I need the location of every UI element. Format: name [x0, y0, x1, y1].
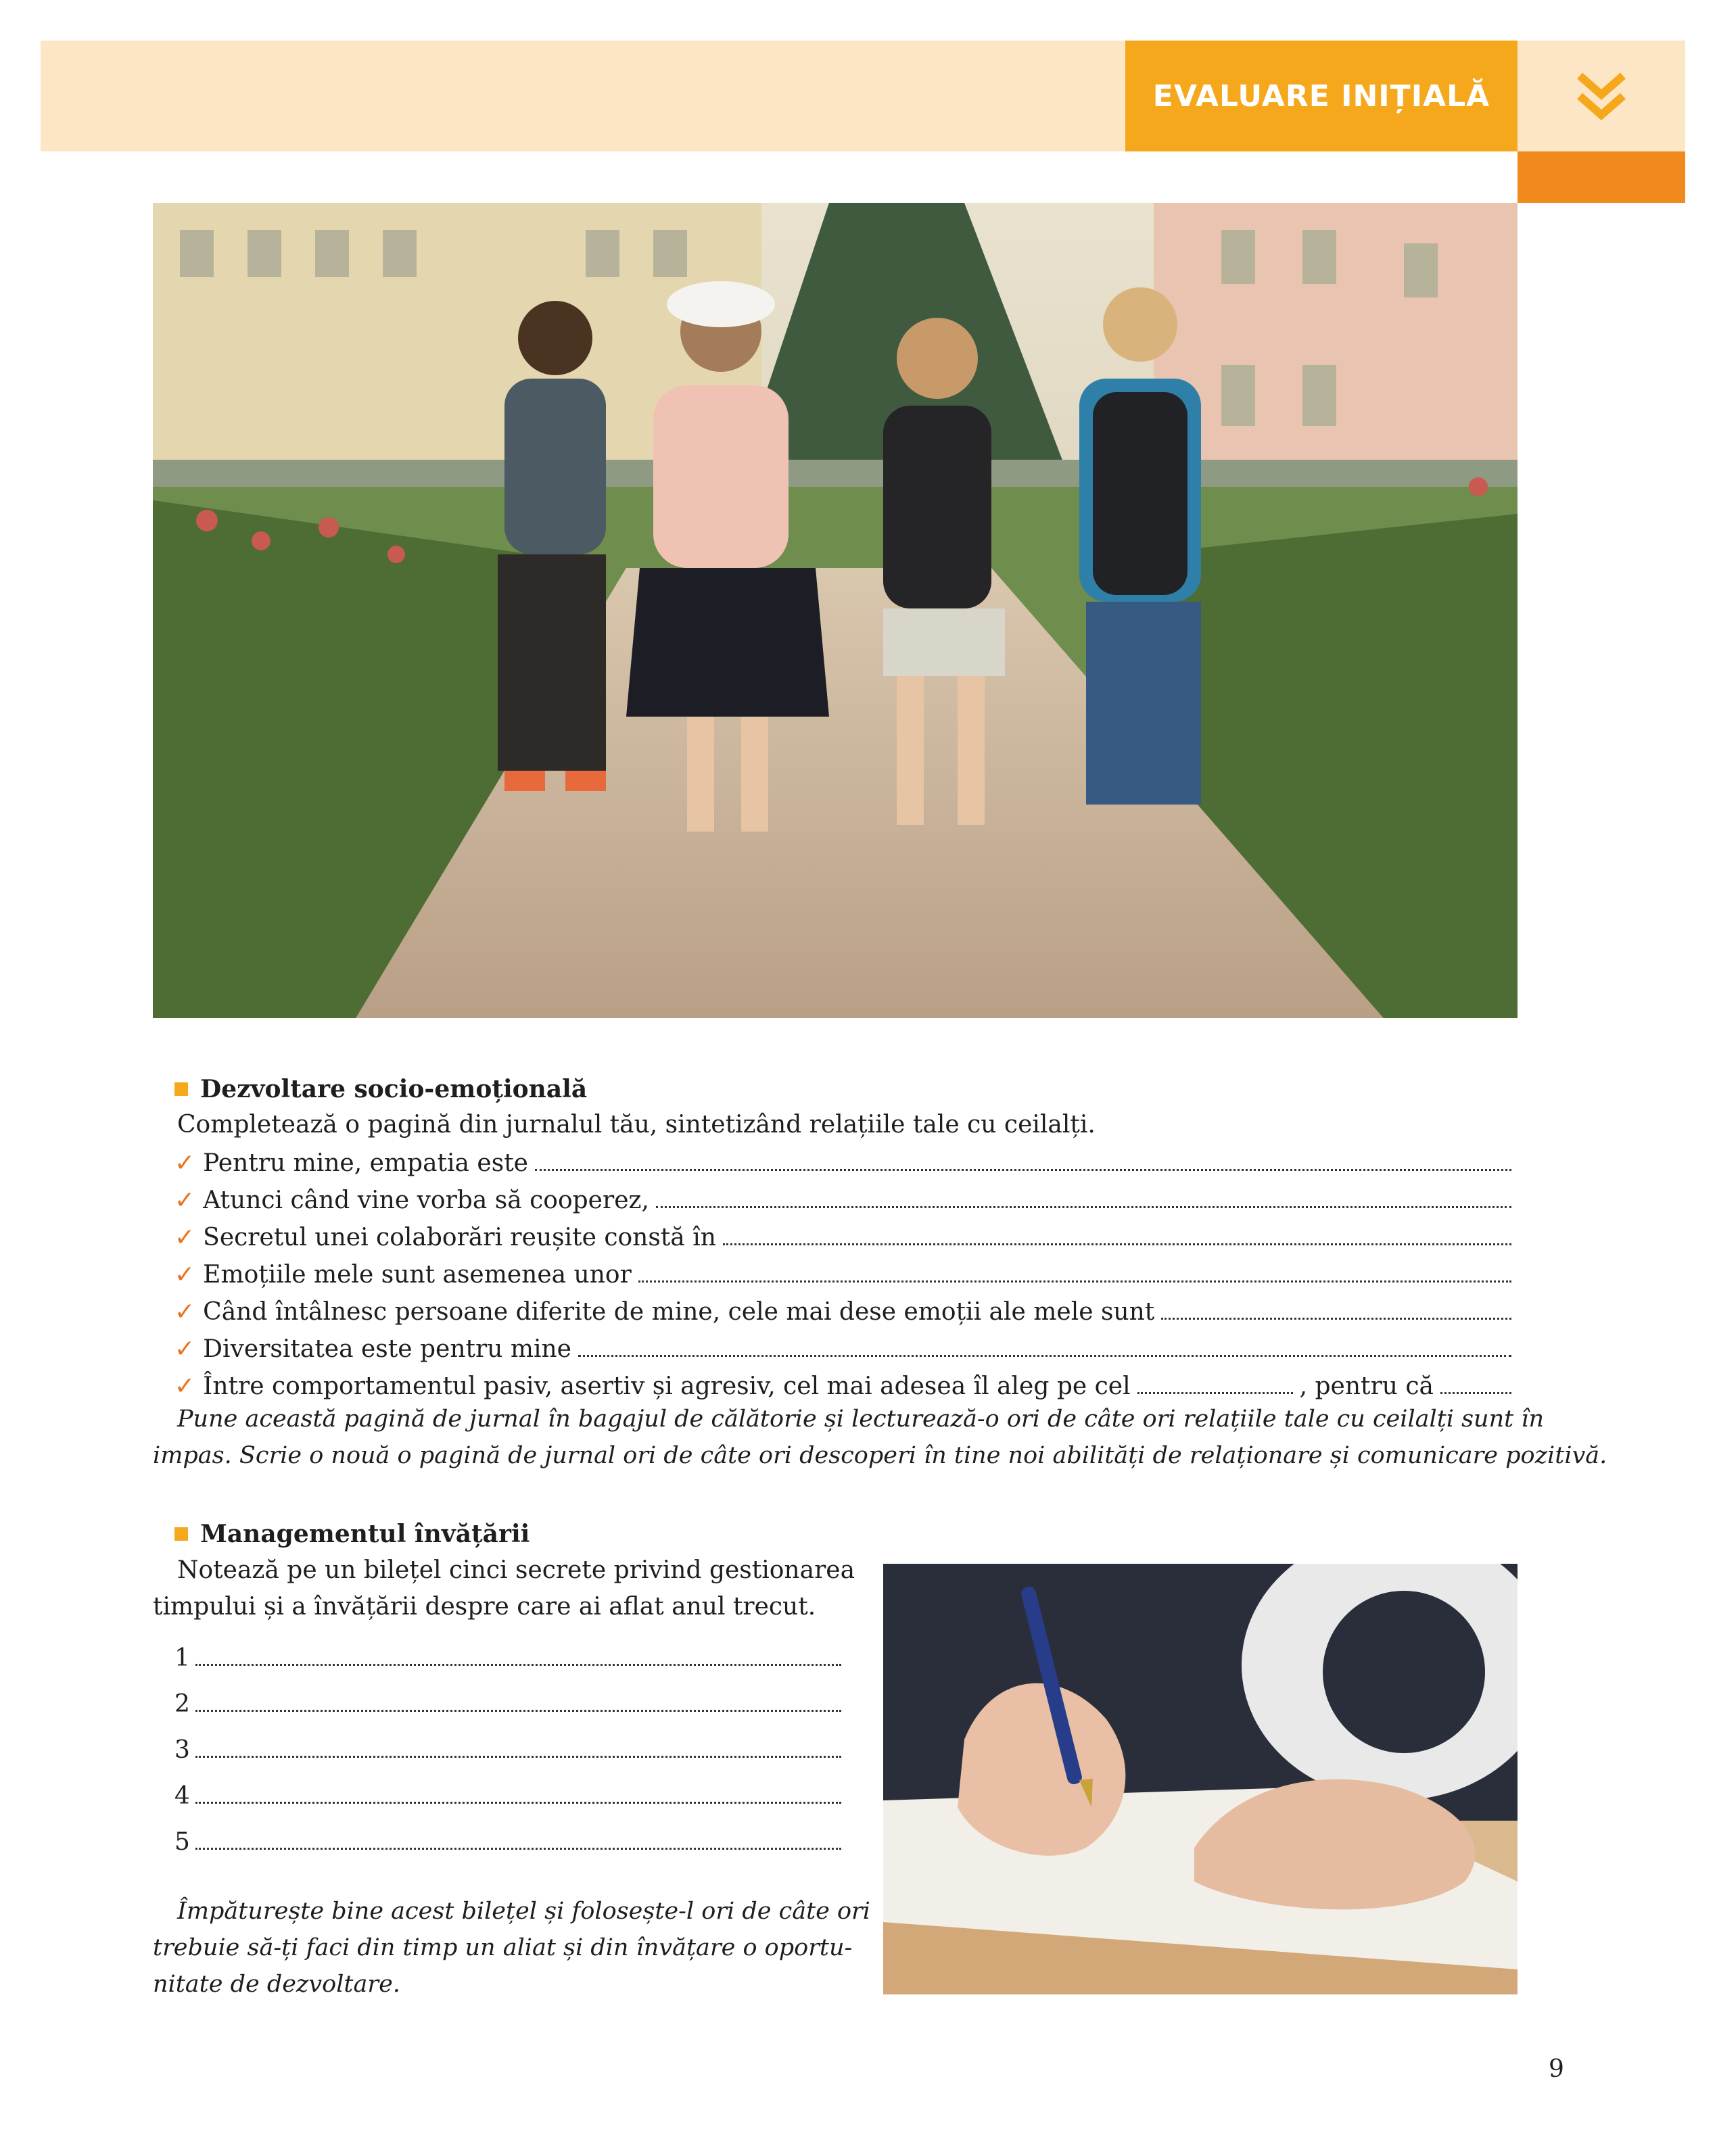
fill-in-line[interactable]: [1137, 1374, 1293, 1394]
writing-hand-photo: [883, 1564, 1518, 1994]
fill-in-line[interactable]: [1440, 1374, 1511, 1394]
students-walking-photo: [153, 203, 1518, 1018]
numbered-line: 4: [174, 1782, 841, 1810]
checkmark-icon: ✓: [174, 1298, 195, 1326]
journal-item: ✓ Pentru mine, empatia este: [174, 1149, 1511, 1177]
journal-item: ✓ Atunci când vine vorba să cooperez,: [174, 1187, 1511, 1214]
fill-in-line[interactable]: [195, 1784, 841, 1804]
numbered-line: 1: [174, 1644, 841, 1672]
section-heading-socio-emotional: Dezvoltare socio-emoțională: [174, 1075, 587, 1103]
checkmark-icon: ✓: [174, 1372, 195, 1400]
section2-intro-2: timpului și a învățării despre care ai aflat anul trecut.: [153, 1593, 816, 1621]
numbered-line: 3: [174, 1736, 841, 1764]
section2-closing-1: Împăturește bine acest bilețel și folosește-l ori de câte ori: [177, 1898, 870, 1925]
fill-in-line[interactable]: [535, 1151, 1511, 1171]
journal-item: ✓ Când întâlnesc persoane diferite de mine, cele mai dese emoții ale mele sunt: [174, 1298, 1511, 1326]
section1-closing-2: impas. Scrie o nouă o pagină de jurnal ori de câte ori descoperi în tine noi abilități de relaționare și comunicare pozitivă.: [153, 1442, 1607, 1469]
fill-in-line[interactable]: [638, 1263, 1511, 1283]
section1-intro: Completează o pagină din jurnalul tău, sintetizând relațiile tale cu ceilalți.: [177, 1111, 1096, 1139]
fill-in-line[interactable]: [578, 1337, 1511, 1357]
numbered-line: 2: [174, 1690, 841, 1718]
section2-closing-2: trebuie să-ți faci din timp un aliat și din învățare o oportu-: [153, 1934, 853, 1961]
fill-in-line[interactable]: [195, 1830, 841, 1850]
checkmark-icon: ✓: [174, 1224, 195, 1251]
journal-item: ✓ Emoțiile mele sunt asemenea unor: [174, 1261, 1511, 1289]
fill-in-line[interactable]: [195, 1646, 841, 1666]
section1-closing-1: Pune această pagină de jurnal în bagajul de călătorie și lecturează-o ori de câte ori relațiile tale cu ceilalți sunt în: [177, 1406, 1545, 1433]
fill-in-line[interactable]: [195, 1738, 841, 1758]
section-heading-learning-management: Managementul învățării: [174, 1520, 530, 1548]
page-number: 9: [1549, 2055, 1564, 2083]
journal-item: ✓ Diversitatea este pentru mine: [174, 1335, 1511, 1363]
fill-in-line[interactable]: [656, 1189, 1511, 1208]
double-chevron-down-icon: [1518, 41, 1685, 151]
header-title-box: [1125, 41, 1518, 151]
section2-intro-1: Notează pe un bilețel cinci secrete privind gestionarea: [177, 1556, 855, 1584]
checkmark-icon: ✓: [174, 1261, 195, 1289]
checkmark-icon: ✓: [174, 1335, 195, 1363]
journal-item: ✓ Între comportamentul pasiv, asertiv și agresiv, cel mai adesea îl aleg pe cel , pentru că: [174, 1372, 1511, 1400]
square-bullet-icon: [174, 1082, 188, 1096]
fill-in-line[interactable]: [1161, 1300, 1511, 1320]
fill-in-line[interactable]: [723, 1226, 1511, 1245]
section2-closing-3: nitate de dezvoltare.: [153, 1971, 400, 1998]
checkmark-icon: ✓: [174, 1149, 195, 1177]
header-accent-block: [1518, 151, 1685, 203]
header-title: EVALUARE INIȚIALĂ: [1152, 78, 1490, 114]
journal-item: ✓ Secretul unei colaborări reușite constă în: [174, 1224, 1511, 1251]
numbered-line: 5: [174, 1828, 841, 1856]
square-bullet-icon: [174, 1527, 188, 1541]
checkmark-icon: ✓: [174, 1187, 195, 1214]
fill-in-line[interactable]: [195, 1692, 841, 1712]
